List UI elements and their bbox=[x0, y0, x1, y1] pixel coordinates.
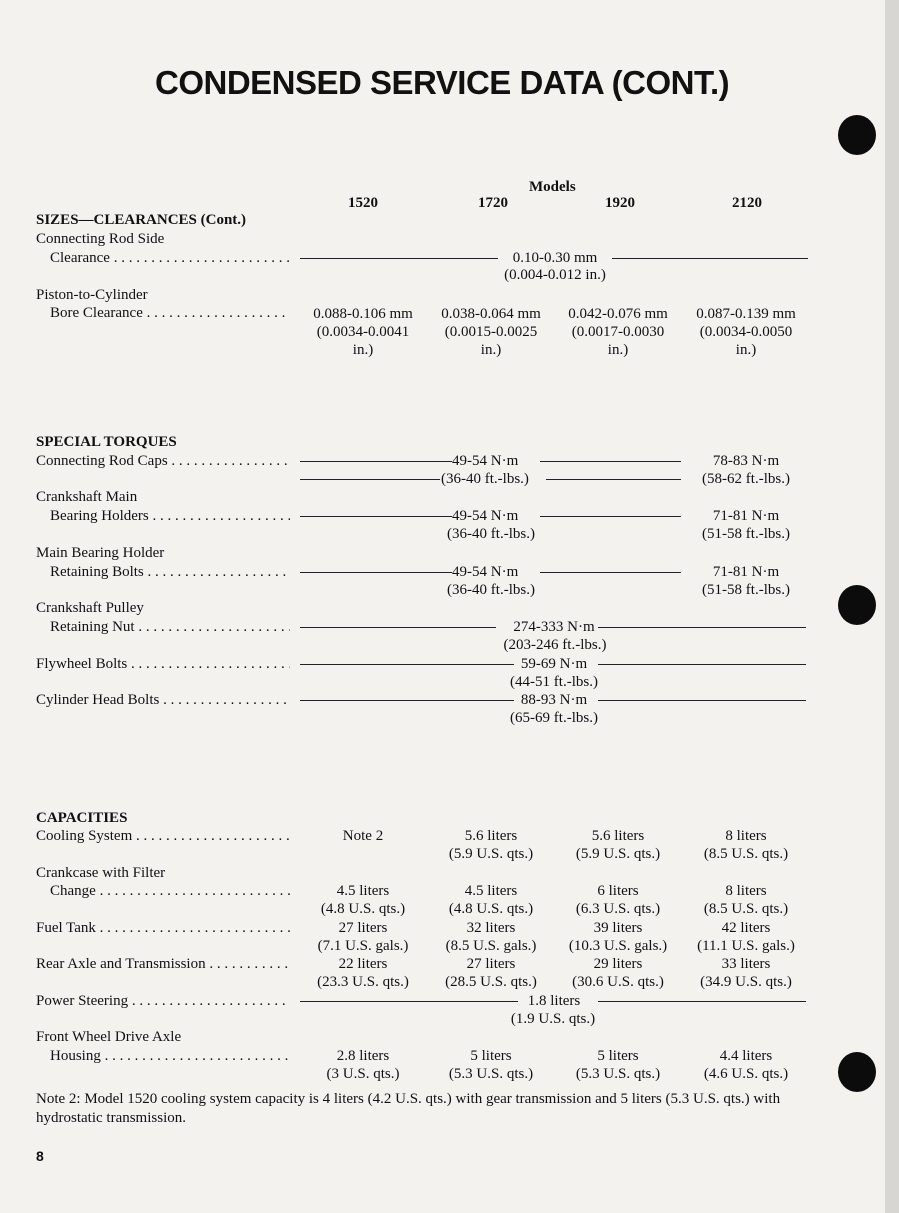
pulley-nut-imperial: (203-246 ft.-lbs.) bbox=[503, 637, 607, 653]
model-1720-header: 1720 bbox=[478, 195, 508, 211]
rod-caps-label: Connecting Rod Caps . . . bbox=[36, 452, 290, 470]
piston-label-1: Piston-to-Cylinder bbox=[36, 287, 148, 303]
piston-2120-a: 0.087-0.139 mm bbox=[696, 306, 796, 322]
span-rule bbox=[598, 664, 806, 665]
span-rule bbox=[300, 516, 452, 517]
piston-1920-a: 0.042-0.076 mm bbox=[568, 306, 668, 322]
span-rule bbox=[300, 461, 452, 462]
footnote: Note 2: Model 1520 cooling system capacity is 4 liters (4.2 U.S. qts.) with gear transmission and 5 liters (5.3 U.S. qts.) with hydrostatic transmission. bbox=[36, 1091, 781, 1126]
span-rule bbox=[300, 627, 496, 628]
fuel-2120-b: (11.1 U.S. gals.) bbox=[697, 938, 795, 954]
rear-axle-1920-a: 29 liters bbox=[593, 956, 643, 972]
rod-caps-shared-metric: 49-54 N·m bbox=[452, 453, 519, 469]
piston-1720-a: 0.038-0.064 mm bbox=[441, 306, 541, 322]
pulley-nut-label-2: Retaining Nut . . . bbox=[50, 618, 290, 636]
span-rule bbox=[540, 516, 681, 517]
head-bolts-imperial: (65-69 ft.-lbs.) bbox=[510, 710, 598, 726]
cooling-1920-a: 5.6 liters bbox=[591, 828, 645, 844]
crankcase-1920-b: (6.3 U.S. qts.) bbox=[575, 901, 661, 917]
main-bearing-2120-metric: 71-81 N·m bbox=[712, 508, 780, 524]
fwd-axle-label-1: Front Wheel Drive Axle bbox=[36, 1029, 182, 1045]
fwd-axle-1520-b: (3 U.S. qts.) bbox=[326, 1066, 400, 1082]
cooling-2120-a: 8 liters bbox=[725, 828, 767, 844]
fwd-axle-1920-a: 5 liters bbox=[597, 1048, 639, 1064]
head-bolts-metric: 88-93 N·m bbox=[520, 692, 588, 708]
span-rule bbox=[300, 479, 440, 480]
crankcase-1520-b: (4.8 U.S. qts.) bbox=[320, 901, 406, 917]
fwd-axle-2120-b: (4.6 U.S. qts.) bbox=[703, 1066, 789, 1082]
model-1920-header: 1920 bbox=[605, 195, 635, 211]
steering-imperial: (1.9 U.S. qts.) bbox=[510, 1011, 596, 1027]
piston-1520-a: 0.088-0.106 mm bbox=[313, 306, 413, 322]
cooling-1520: Note 2 bbox=[342, 828, 384, 844]
piston-1720-b: (0.0015-0.0025 bbox=[444, 324, 538, 340]
cooling-1720-b: (5.9 U.S. qts.) bbox=[448, 846, 534, 862]
holder-bolts-2120-metric: 71-81 N·m bbox=[712, 564, 780, 580]
flywheel-imperial: (44-51 ft.-lbs.) bbox=[510, 674, 598, 690]
model-1520-header: 1520 bbox=[348, 195, 378, 211]
span-rule bbox=[598, 700, 806, 701]
fuel-1520-b: (7.1 U.S. gals.) bbox=[317, 938, 409, 954]
crankcase-2120-a: 8 liters bbox=[725, 883, 767, 899]
piston-1920-b: (0.0017-0.0030 bbox=[571, 324, 665, 340]
piston-label-2: Bore Clearance . . . bbox=[50, 304, 290, 322]
main-bearing-label-2: Bearing Holders . . . bbox=[50, 507, 290, 525]
fwd-axle-1520-a: 2.8 liters bbox=[336, 1048, 390, 1064]
holder-bolts-shared-metric: 49-54 N·m bbox=[452, 564, 519, 580]
crankcase-1520-a: 4.5 liters bbox=[336, 883, 390, 899]
main-bearing-shared-imperial: (36-40 ft.-lbs.) bbox=[447, 526, 535, 542]
fuel-1920-b: (10.3 U.S. gals.) bbox=[568, 938, 668, 954]
page-edge-shadow bbox=[885, 0, 899, 1213]
holder-bolts-shared-imperial: (36-40 ft.-lbs.) bbox=[447, 582, 535, 598]
fuel-1720-b: (8.5 U.S. gals.) bbox=[445, 938, 537, 954]
main-bearing-shared-metric: 49-54 N·m bbox=[452, 508, 519, 524]
fuel-2120-a: 42 liters bbox=[721, 920, 771, 936]
rod-caps-shared-imperial: (36-40 ft.-lbs.) bbox=[441, 471, 529, 487]
rear-axle-1520-a: 22 liters bbox=[338, 956, 388, 972]
fwd-axle-1920-b: (5.3 U.S. qts.) bbox=[575, 1066, 661, 1082]
crankcase-1920-a: 6 liters bbox=[597, 883, 639, 899]
binder-hole-middle bbox=[838, 585, 876, 625]
page-title: CONDENSED SERVICE DATA (CONT.) bbox=[155, 64, 730, 101]
rod-side-label-1: Connecting Rod Side bbox=[36, 231, 165, 247]
cooling-label: Cooling System . . . bbox=[36, 827, 290, 845]
crankcase-label-2: Change . . . bbox=[50, 882, 290, 900]
span-rule bbox=[540, 461, 681, 462]
steering-metric: 1.8 liters bbox=[527, 993, 581, 1009]
span-rule bbox=[598, 627, 806, 628]
span-rule bbox=[546, 479, 681, 480]
flywheel-label: Flywheel Bolts . . . bbox=[36, 655, 290, 673]
span-rule bbox=[598, 1001, 806, 1002]
holder-bolts-label-1: Main Bearing Holder bbox=[36, 545, 165, 561]
fwd-axle-1720-b: (5.3 U.S. qts.) bbox=[448, 1066, 534, 1082]
cooling-1720-a: 5.6 liters bbox=[464, 828, 518, 844]
fwd-axle-2120-a: 4.4 liters bbox=[719, 1048, 773, 1064]
rod-side-label-2: Clearance . . . bbox=[50, 249, 290, 267]
rear-axle-1520-b: (23.3 U.S. qts.) bbox=[317, 974, 409, 990]
fuel-1920-a: 39 liters bbox=[593, 920, 643, 936]
span-rule bbox=[612, 258, 808, 259]
torques-heading: SPECIAL TORQUES bbox=[36, 434, 177, 450]
rod-side-imperial: (0.004-0.012 in.) bbox=[504, 267, 606, 283]
rod-side-metric: 0.10-0.30 mm bbox=[512, 250, 598, 266]
piston-1920-c: in.) bbox=[607, 342, 629, 358]
fuel-label: Fuel Tank . . . bbox=[36, 919, 290, 937]
piston-1520-c: in.) bbox=[352, 342, 374, 358]
pulley-nut-label-1: Crankshaft Pulley bbox=[36, 600, 144, 616]
main-bearing-label-1: Crankshaft Main bbox=[36, 489, 138, 505]
piston-1720-c: in.) bbox=[480, 342, 502, 358]
models-header: Models bbox=[529, 179, 576, 195]
fwd-axle-1720-a: 5 liters bbox=[470, 1048, 512, 1064]
fwd-axle-label-2: Housing . . . bbox=[50, 1047, 290, 1065]
rear-axle-2120-b: (34.9 U.S. qts.) bbox=[700, 974, 792, 990]
sizes-heading: SIZES—CLEARANCES (Cont.) bbox=[36, 212, 247, 228]
rear-axle-1720-a: 27 liters bbox=[466, 956, 516, 972]
holder-bolts-label-2: Retaining Bolts . . . bbox=[50, 563, 290, 581]
binder-hole-top bbox=[838, 115, 876, 155]
cooling-2120-b: (8.5 U.S. qts.) bbox=[703, 846, 789, 862]
head-bolts-label: Cylinder Head Bolts . . . bbox=[36, 691, 290, 709]
flywheel-metric: 59-69 N·m bbox=[520, 656, 588, 672]
fuel-1520-a: 27 liters bbox=[338, 920, 388, 936]
crankcase-2120-b: (8.5 U.S. qts.) bbox=[703, 901, 789, 917]
span-rule bbox=[300, 664, 514, 665]
piston-2120-b: (0.0034-0.0050 bbox=[699, 324, 793, 340]
cooling-1920-b: (5.9 U.S. qts.) bbox=[575, 846, 661, 862]
steering-label: Power Steering . . . bbox=[36, 992, 290, 1010]
rear-axle-label: Rear Axle and Transmission . . . bbox=[36, 955, 290, 973]
piston-2120-c: in.) bbox=[735, 342, 757, 358]
span-rule bbox=[300, 700, 514, 701]
rear-axle-1720-b: (28.5 U.S. qts.) bbox=[445, 974, 537, 990]
span-rule bbox=[300, 1001, 518, 1002]
crankcase-1720-b: (4.8 U.S. qts.) bbox=[448, 901, 534, 917]
rear-axle-1920-b: (30.6 U.S. qts.) bbox=[572, 974, 664, 990]
rod-caps-2120-imperial: (58-62 ft.-lbs.) bbox=[702, 471, 790, 487]
binder-hole-bottom bbox=[838, 1052, 876, 1092]
fuel-1720-a: 32 liters bbox=[466, 920, 516, 936]
main-bearing-2120-imperial: (51-58 ft.-lbs.) bbox=[702, 526, 790, 542]
page-number: 8 bbox=[36, 1148, 44, 1164]
span-rule bbox=[540, 572, 681, 573]
rod-caps-2120-metric: 78-83 N·m bbox=[712, 453, 780, 469]
piston-1520-b: (0.0034-0.0041 bbox=[316, 324, 410, 340]
rear-axle-2120-a: 33 liters bbox=[721, 956, 771, 972]
crankcase-1720-a: 4.5 liters bbox=[464, 883, 518, 899]
pulley-nut-metric: 274-333 N·m bbox=[513, 619, 595, 635]
span-rule bbox=[300, 572, 452, 573]
capacities-heading: CAPACITIES bbox=[36, 810, 128, 826]
holder-bolts-2120-imperial: (51-58 ft.-lbs.) bbox=[702, 582, 790, 598]
span-rule bbox=[300, 258, 498, 259]
model-2120-header: 2120 bbox=[732, 195, 762, 211]
crankcase-label-1: Crankcase with Filter bbox=[36, 865, 166, 881]
